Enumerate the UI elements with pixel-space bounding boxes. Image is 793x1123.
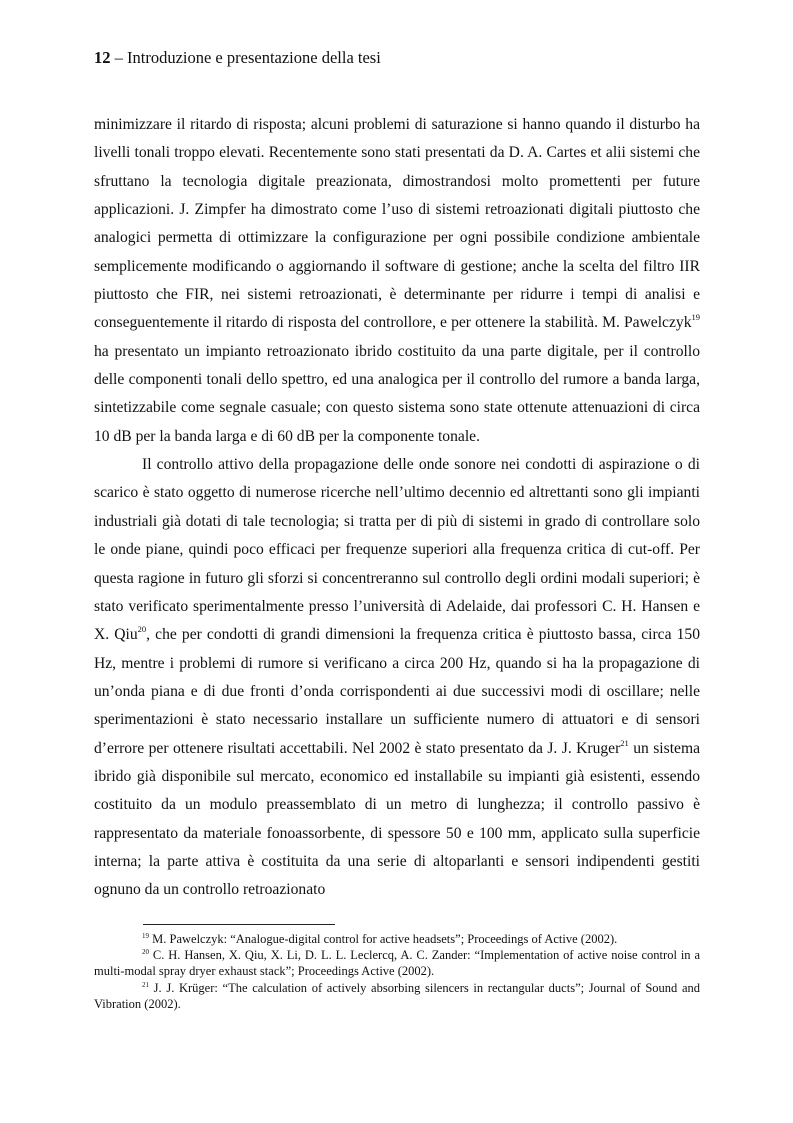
footnote-separator bbox=[143, 924, 335, 925]
footnote-text: C. H. Hansen, X. Qiu, X. Li, D. L. L. Leclercq, A. C. Zander: “Implementation of active noise control in a multi-modal spray dryer exhaust stack”; Proceedings Active (2002). bbox=[94, 948, 700, 979]
paragraph-2-text-b: , che per condotti di grandi dimensioni la frequenza critica è piuttosto bassa, circa 150 Hz, mentre i problemi di rumore si verificano a circa 200 Hz, quando si ha la propagazione di un’onda piana e di due fronti d’onda corrispondenti ai due successivi modi di oscillare; nelle sperimentazioni è stato necessario installare un sufficiente numero di attuatori e di sensori d’errore per ottenere risultati accettabili. Nel 2002 è stato presentato da J. J. Kruger bbox=[94, 626, 700, 757]
body-text bbox=[94, 111, 700, 905]
footnote-19 bbox=[94, 931, 700, 947]
footnote-21 bbox=[94, 980, 700, 1012]
paragraph-2 bbox=[94, 451, 700, 905]
footnote-text: J. J. Krüger: “The calculation of actively absorbing silencers in rectangular ducts”; Journal of Sound and Vibration (2002). bbox=[94, 980, 700, 1011]
page-number: 12 bbox=[94, 48, 111, 67]
paragraph-2-text-a: Il controllo attivo della propagazione delle onde sonore nei condotti di aspirazione o di scarico è stato oggetto di numerose ricerche nell’ultimo decennio ed altrettanti sono gli impianti industriali già dotati di tale tecnologia; si tratta per di più di sistemi in grado di controllare solo le onde piane, quindi poco efficaci per frequenze superiori alla frequenza critica di cut-off. Per questa ragione in futuro gli sforzi si concentreranno sul controllo degli ordini modali superiori; è stato verificato sperimentalmente presso l’università di Adelaide, dai professori C. H. Hansen e X. Qiu bbox=[94, 456, 700, 644]
footnote-ref-20: 20 bbox=[137, 624, 147, 635]
footnote-number: 20 bbox=[142, 948, 149, 957]
paragraph-1 bbox=[94, 111, 700, 451]
running-header bbox=[94, 48, 381, 68]
paragraph-2-text-c: un sistema ibrido già disponibile sul mercato, economico ed installabile su impianti già esistenti, essendo costituito da un modulo preassemblato di un metro di lunghezza; il controllo passivo è rappresentato da materiale fonoassorbente, di spessore 50 e 100 mm, applicato sulla superficie interna; la parte attiva è costituita da una serie di altoparlanti e sensori indipendenti gestiti ognuno da un controllo retroazionato bbox=[94, 739, 700, 899]
footnote-text: M. Pawelczyk: “Analogue-digital control for active headsets”; Proceedings of Active (2002). bbox=[149, 932, 618, 946]
header-title: – Introduzione e presentazione della tesi bbox=[110, 48, 381, 67]
footnote-number: 21 bbox=[142, 980, 149, 989]
paragraph-1-text-b: ha presentato un impianto retroazionato ibrido costituito da una parte digitale, per il controllo delle componenti tonali dello spettro, ed una analogica per il controllo del rumore a banda larga, sintetizzabile come segnale casuale; con questo sistema sono state ottenute attenuazioni di circa 10 dB per la banda larga e di 60 dB per la componente tonale. bbox=[94, 342, 700, 445]
footnote-number: 19 bbox=[142, 932, 149, 940]
footnote-20 bbox=[94, 947, 700, 979]
paragraph-1-text-a: minimizzare il ritardo di risposta; alcuni problemi di saturazione si hanno quando il disturbo ha livelli tonali troppo elevati. Recentemente sono stati presentati da D. A. Cartes et alii sistemi che sfruttano la tecnologia digitale preazionata, dimostrandosi molto promettenti per future applicazioni. J. Zimpfer ha dimostrato come l’uso di sistemi retroazionati digitali piuttosto che analogici permetta di ottimizzare la configurazione per ogni possibile condizione ambientale semplicemente modificando o aggiornando il software di gestione; anche la scelta del filtro IIR piuttosto che FIR, nei sistemi retroazionati, è determinante per ridurre i tempi di analisi e conseguentemente il ritardo di risposta del controllore, e per ottenere la stabilità. M. Pawelczyk bbox=[94, 116, 700, 332]
footnotes bbox=[94, 931, 700, 1012]
footnote-ref-21: 21 bbox=[620, 737, 629, 748]
footnote-ref-19: 19 bbox=[691, 312, 700, 323]
